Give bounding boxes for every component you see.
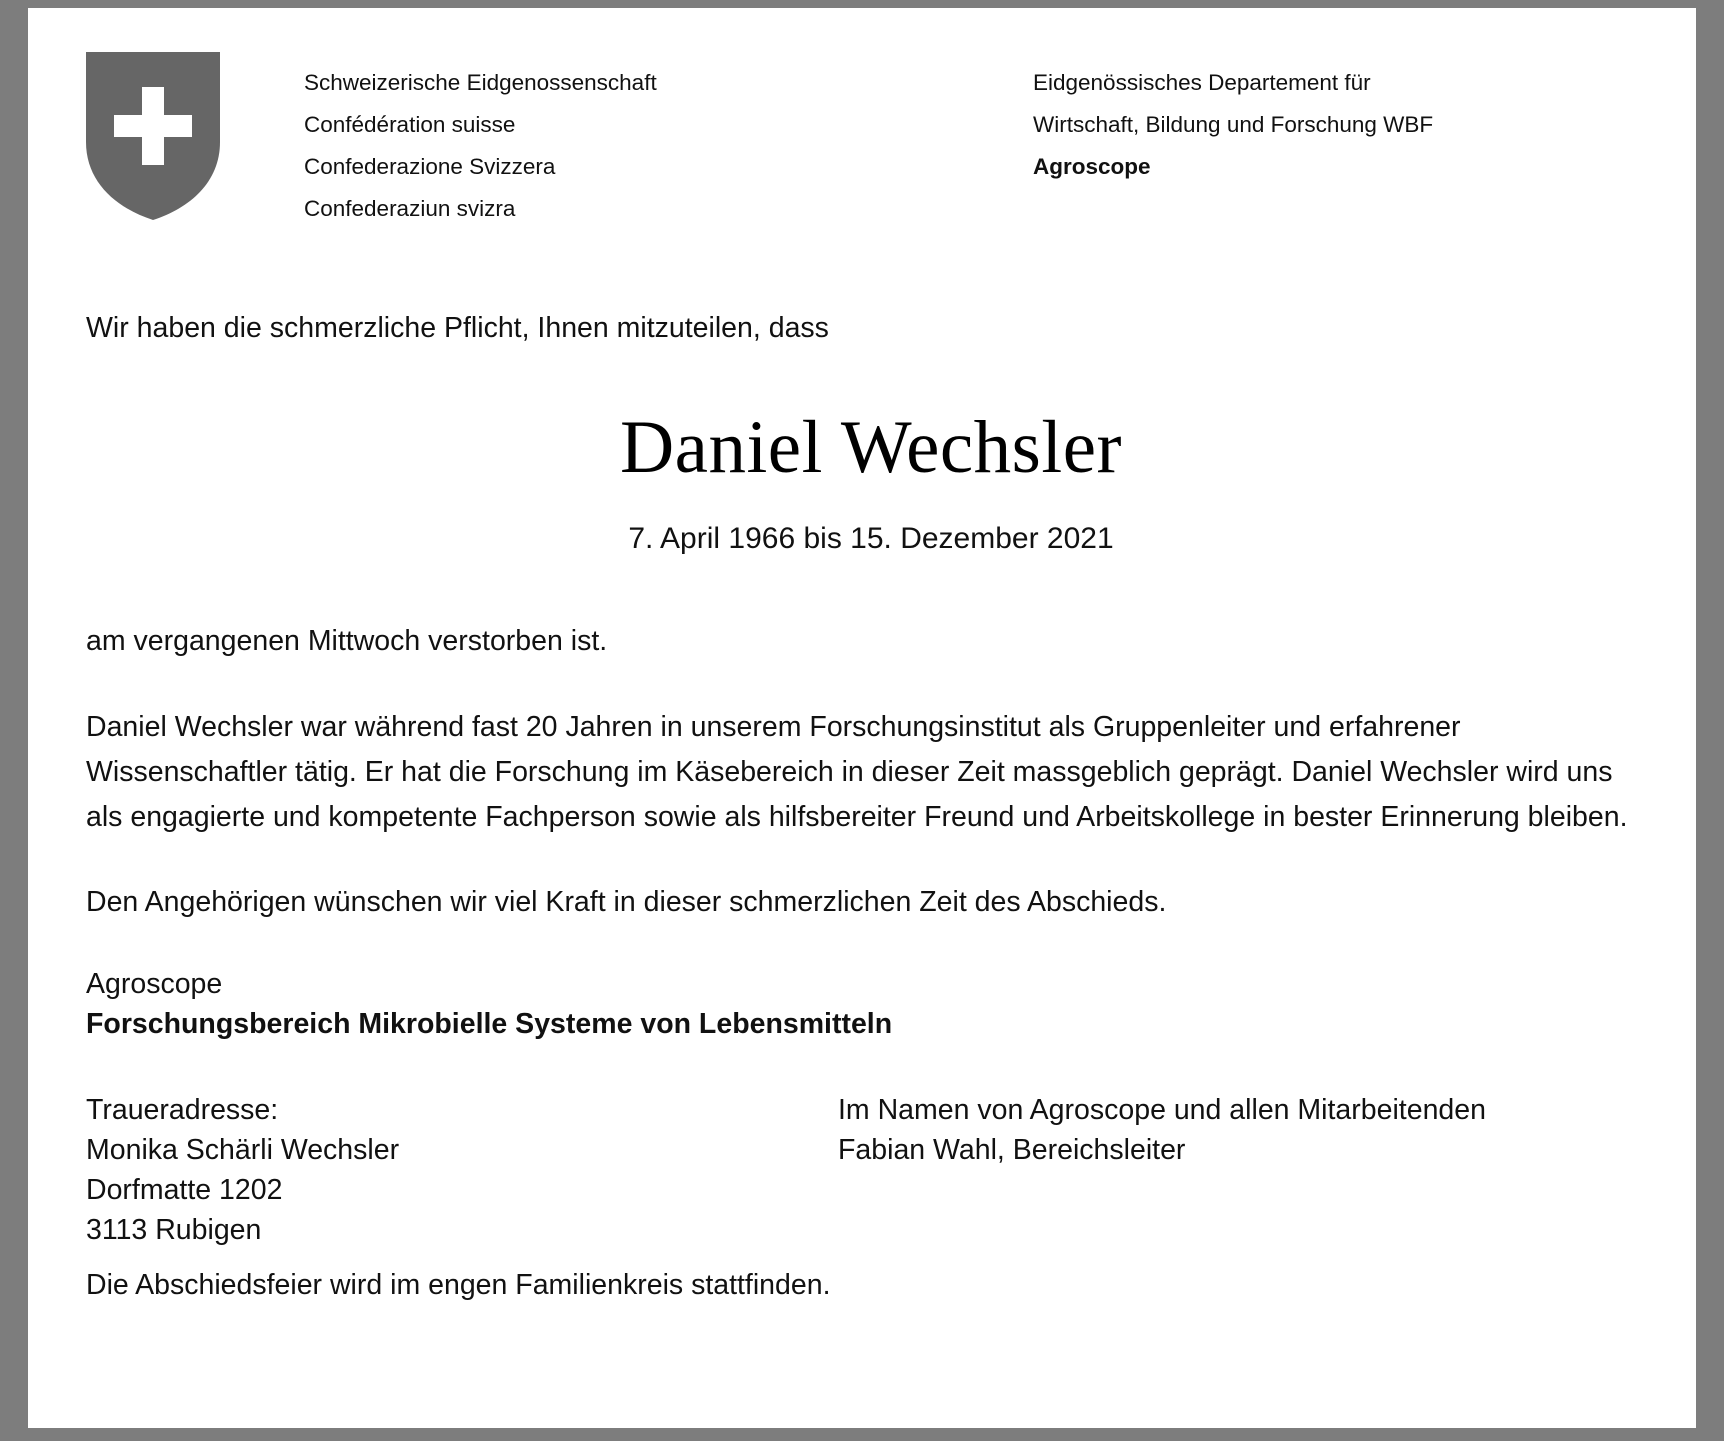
footer-columns <box>86 1090 1656 1265</box>
document-header <box>28 8 1696 253</box>
funeral-note: Die Abschiedsfeier wird im engen Familienkreis stattfinden. <box>86 1269 831 1301</box>
header-left-line-2: Confédération suisse <box>304 112 516 137</box>
header-confederation-names <box>304 62 657 230</box>
life-dates: 7. April 1966 bis 15. Dezember 2021 <box>628 522 1114 555</box>
header-right-line-2: Wirtschaft, Bildung und Forschung WBF <box>1033 112 1434 137</box>
signature-line-2: Fabian Wahl, Bereichsleiter <box>838 1134 1186 1166</box>
condolence-paragraph: Den Angehörigen wünschen wir viel Kraft in dieser schmerzlichen Zeit des Abschieds. <box>86 886 1167 918</box>
mourning-address-street: Dorfmatte 1202 <box>86 1174 283 1206</box>
lead-sentence: Wir haben die schmerzliche Pflicht, Ihnen mitzuteilen, dass <box>86 312 829 344</box>
header-left-line-1: Schweizerische Eidgenossenschaft <box>304 70 657 95</box>
header-department-names <box>1033 62 1433 188</box>
department-name: Forschungsbereich Mikrobielle Systeme von Lebensmitteln <box>86 1008 893 1040</box>
mourning-address-city: 3113 Rubigen <box>86 1214 262 1246</box>
mourning-address-name: Monika Schärli Wechsler <box>86 1134 400 1166</box>
header-right-agroscope: Agroscope <box>1033 154 1151 179</box>
mourning-address-block <box>86 1090 399 1250</box>
mourning-address-label: Traueradresse: <box>86 1094 279 1126</box>
obituary-body <box>86 308 1656 1305</box>
organisation-name: Agroscope <box>86 968 223 1000</box>
swiss-coat-of-arms-icon <box>84 50 222 222</box>
header-right-line-1: Eidgenössisches Departement für <box>1033 70 1371 95</box>
death-statement: am vergangenen Mittwoch verstorben ist. <box>86 625 608 657</box>
deceased-name: Daniel Wechsler <box>620 406 1122 489</box>
signature-block <box>838 1090 1486 1170</box>
document-page <box>28 8 1696 1428</box>
header-left-line-4: Confederaziun svizra <box>304 196 516 221</box>
tribute-paragraph: Daniel Wechsler war während fast 20 Jahren in unserem Forschungsinstitut als Gruppenleiter und erfahrener Wissenschaftler tätig. Er hat die Forschung im Käsebereich in dieser Zeit massgeblich geprägt. Daniel Wechsler wird uns als engagierte und kompetente Fachperson sowie als hilfsbereiter Freund und Arbeitskollege in bester Erinnerung bleiben. <box>86 711 1628 833</box>
signature-line-1: Im Namen von Agroscope und allen Mitarbeitenden <box>838 1094 1486 1126</box>
header-left-line-3: Confederazione Svizzera <box>304 154 556 179</box>
